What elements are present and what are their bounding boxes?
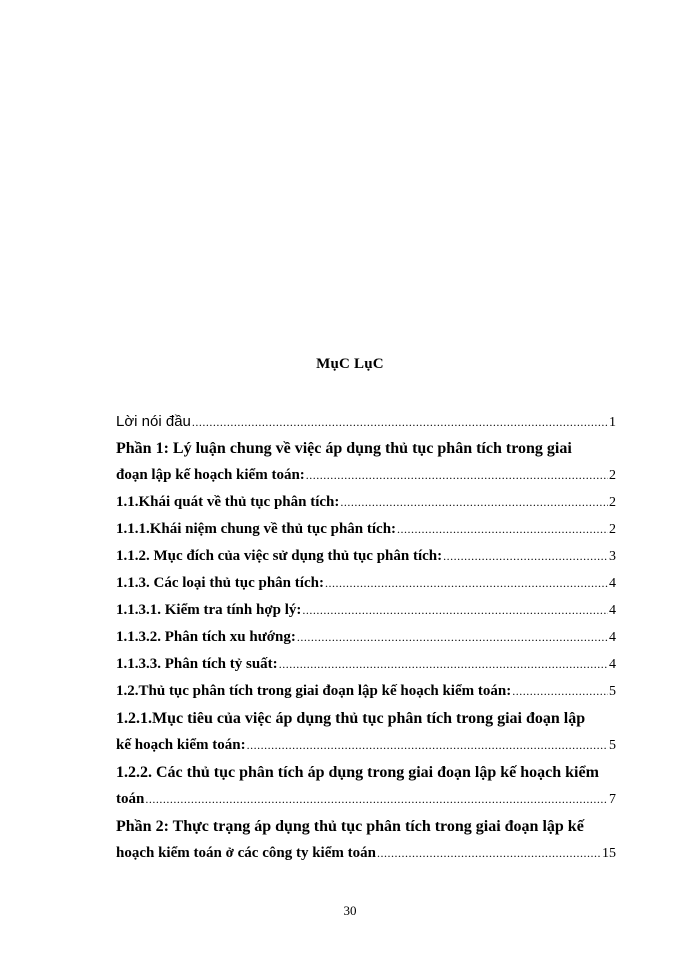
toc-entry-row xyxy=(116,597,616,624)
dot-leader xyxy=(377,840,601,867)
toc-entry-row xyxy=(116,786,616,813)
toc-entry-row xyxy=(116,489,616,516)
toc-entry[interactable] xyxy=(116,570,616,597)
toc-entry-row xyxy=(116,543,616,570)
toc-entry-page: 7 xyxy=(609,792,616,807)
toc-entry-page: 4 xyxy=(609,657,616,672)
dot-leader xyxy=(302,597,608,624)
toc-entry-label: Lời nói đầu xyxy=(116,413,191,430)
table-of-contents xyxy=(116,408,616,867)
toc-entry-page: 2 xyxy=(609,468,616,483)
toc-entry[interactable] xyxy=(116,759,616,813)
dot-leader xyxy=(145,786,608,813)
toc-entry-line: Phần 1: Lý luận chung về việc áp dụng thủ tục phân tích trong giai xyxy=(116,440,572,457)
toc-entry-label: hoạch kiểm toán ở các công ty kiểm toán xyxy=(116,845,376,861)
toc-entry-row xyxy=(116,732,616,759)
toc-entry-label: 1.2.Thủ tục phân tích trong giai đoạn lập kế hoạch kiểm toán: xyxy=(116,683,512,699)
dot-leader xyxy=(247,732,608,759)
toc-entry[interactable] xyxy=(116,651,616,678)
toc-entry-page: 4 xyxy=(609,576,616,591)
toc-entry[interactable] xyxy=(116,678,616,705)
toc-entry-line: 1.2.1.Mục tiêu của việc áp dụng thủ tục phân tích trong giai đoạn lập xyxy=(116,710,586,727)
toc-entry-page: 4 xyxy=(609,630,616,645)
toc-entry-label: kế hoạch kiểm toán: xyxy=(116,737,246,753)
dot-leader xyxy=(512,678,608,705)
toc-entry-label: 1.1.3. Các loại thủ tục phân tích: xyxy=(116,575,324,591)
toc-entry[interactable] xyxy=(116,408,616,435)
dot-leader xyxy=(279,651,608,678)
toc-entry-label: toán xyxy=(116,791,145,807)
toc-entry[interactable] xyxy=(116,705,616,759)
toc-entry-page: 3 xyxy=(609,549,616,564)
toc-entry[interactable] xyxy=(116,624,616,651)
toc-entry-page: 2 xyxy=(609,522,616,537)
toc-entry-line: Phần 2: Thực trạng áp dụng thủ tục phân tích trong giai đoạn lập kế xyxy=(116,818,584,835)
toc-entry-label: 1.1.3.2. Phân tích xu hướng: xyxy=(116,629,296,645)
toc-entry-label: 1.1.3.1. Kiểm tra tính hợp lý: xyxy=(116,602,302,618)
toc-entry[interactable] xyxy=(116,516,616,543)
page-number: 30 xyxy=(343,903,357,918)
dot-leader xyxy=(340,489,608,516)
toc-entry[interactable] xyxy=(116,597,616,624)
toc-entry-label: 1.1.1.Khái niệm chung về thủ tục phân tích: xyxy=(116,521,397,537)
toc-entry-row xyxy=(116,516,616,543)
toc-entry-page: 5 xyxy=(609,684,616,699)
toc-entry-row xyxy=(116,408,616,435)
toc-entry-row xyxy=(116,651,616,678)
toc-entry-page: 1 xyxy=(609,415,616,430)
toc-title: MụC LụC xyxy=(316,356,384,372)
toc-entry-page: 2 xyxy=(609,495,616,510)
dot-leader xyxy=(325,570,608,597)
toc-entry-label: 1.1.3.3. Phân tích tỷ suất: xyxy=(116,656,278,672)
toc-entry-page: 15 xyxy=(602,846,616,861)
toc-entry[interactable] xyxy=(116,813,616,867)
toc-entry-row xyxy=(116,570,616,597)
dot-leader xyxy=(443,543,608,570)
toc-entry-label: đoạn lập kế hoạch kiểm toán: xyxy=(116,467,305,483)
toc-entry-page: 4 xyxy=(609,603,616,618)
toc-entry-label: 1.1.2. Mục đích của việc sử dụng thủ tục phân tích: xyxy=(116,548,443,564)
toc-entry-row xyxy=(116,678,616,705)
toc-entry-page: 5 xyxy=(609,738,616,753)
dot-leader xyxy=(397,516,608,543)
dot-leader xyxy=(192,409,608,436)
toc-entry-row xyxy=(116,624,616,651)
dot-leader xyxy=(306,462,608,489)
toc-entry-label: 1.1.Khái quát về thủ tục phân tích: xyxy=(116,494,340,510)
toc-entry[interactable] xyxy=(116,543,616,570)
toc-entry[interactable] xyxy=(116,489,616,516)
toc-entry[interactable] xyxy=(116,435,616,489)
toc-entry-row xyxy=(116,840,616,867)
toc-entry-row xyxy=(116,462,616,489)
dot-leader xyxy=(297,624,608,651)
toc-entry-line: 1.2.2. Các thủ tục phân tích áp dụng trong giai đoạn lập kế hoạch kiểm xyxy=(116,764,599,781)
